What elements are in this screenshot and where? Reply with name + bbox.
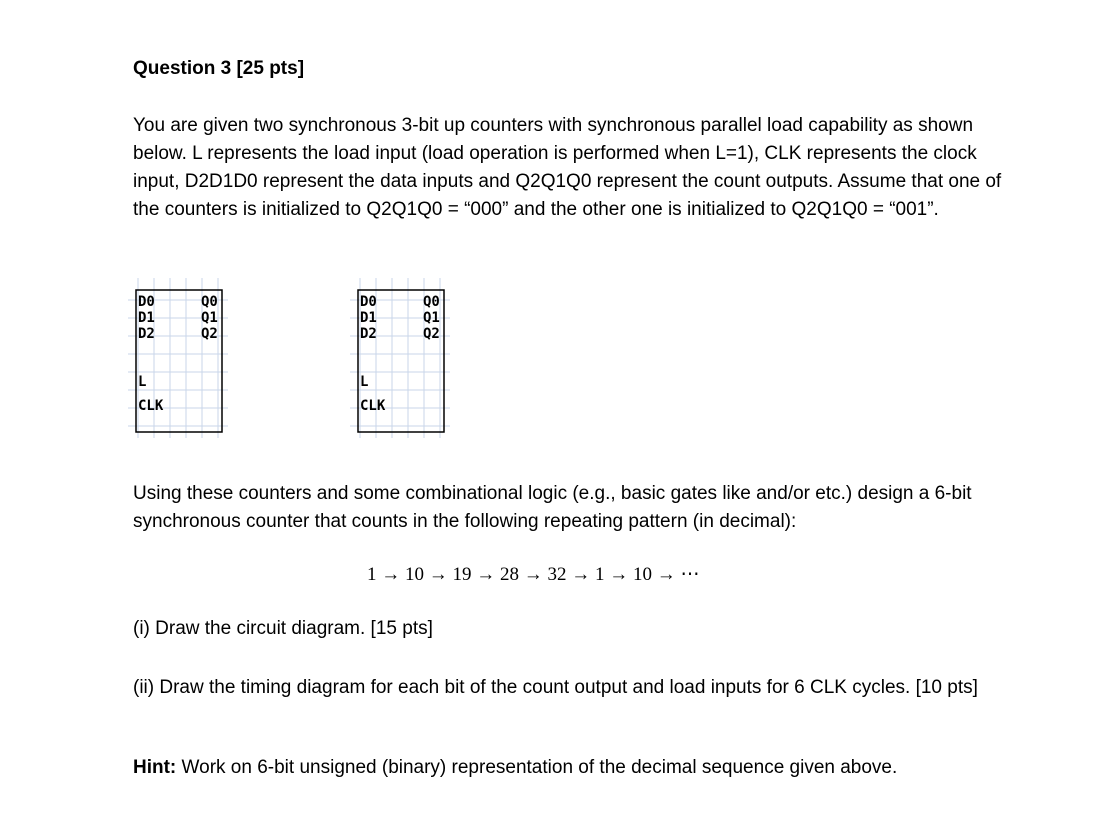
part-i: (i) Draw the circuit diagram. [15 pts] (133, 618, 433, 639)
counter-1-d2: D2 (138, 326, 155, 342)
counter-1-load: L (138, 374, 147, 390)
counter-2-d2: D2 (360, 326, 377, 342)
counter-2-q2: Q2 (423, 326, 440, 342)
counter-1-diagram (128, 278, 228, 438)
counter-1-q1: Q1 (201, 310, 218, 326)
counter-2-clk: CLK (360, 398, 386, 414)
counter-2-q1: Q1 (423, 310, 440, 326)
question-title: Question 3 [25 pts] (133, 58, 305, 79)
counter-1-d1: D1 (138, 310, 155, 326)
counter-2-d0: D0 (360, 294, 377, 310)
question-intro: You are given two synchronous 3-bit up counters with synchronous parallel load capability as shown below. L represents the load input (load operation is performed when L=1), CLK represents the clock input, D2D1D0 represent the data inputs and Q2Q1Q0 represent the count outputs. Assume that one of the counters is initialized to Q2Q1Q0 = “000” and the other one is initialized to Q2Q1Q0 = “001”. (133, 115, 1002, 220)
counter-1-q2: Q2 (201, 326, 218, 342)
hint (133, 757, 897, 779)
count-sequence: 1 → 10 → 19 → 28 → 32 → 1 → 10 → ⋯ (367, 564, 700, 585)
part-ii: (ii) Draw the timing diagram for each bit of the count output and load inputs for 6 CLK cycles. [10 pts] (133, 677, 978, 698)
counter-2-diagram (350, 278, 450, 438)
counter-2-d1: D1 (360, 310, 377, 326)
counter-2-q0: Q0 (423, 294, 440, 310)
counter-1-q0: Q0 (201, 294, 218, 310)
counter-1-clk: CLK (138, 398, 164, 414)
question-task: Using these counters and some combinational logic (e.g., basic gates like and/or etc.) design a 6-bit synchronous counter that counts in the following repeating pattern (in decimal): (133, 483, 972, 532)
hint-label: Hint: (133, 757, 177, 778)
hint-text: Work on 6-bit unsigned (binary) representation of the decimal sequence given above. (176, 757, 898, 778)
counter-2-load: L (360, 374, 369, 390)
counter-1-d0: D0 (138, 294, 155, 310)
